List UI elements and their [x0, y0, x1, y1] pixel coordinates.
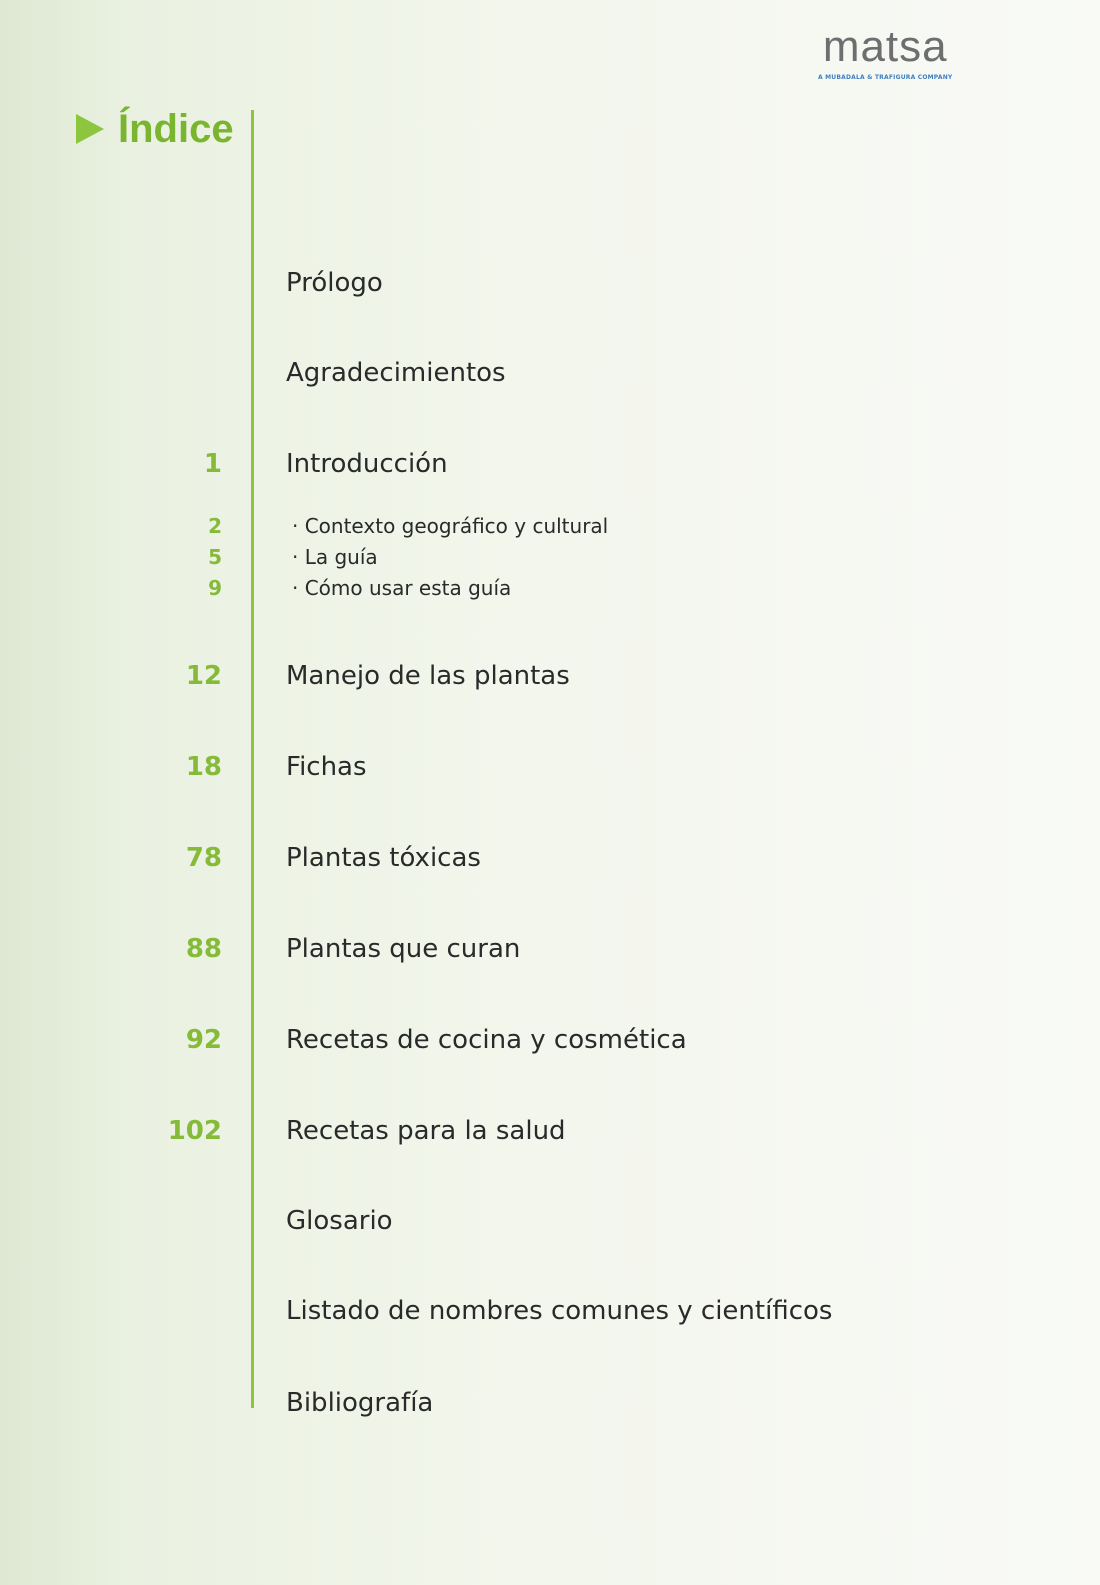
toc-entry[interactable]: [0, 931, 1000, 967]
toc-entry[interactable]: [0, 355, 1000, 391]
entry-label: · La guía: [292, 545, 378, 569]
triangle-bullet-icon: [76, 114, 104, 144]
entry-label: Recetas para la salud: [286, 1116, 566, 1146]
entry-label: Agradecimientos: [286, 358, 506, 388]
entry-label: Fichas: [286, 752, 367, 782]
entry-label: · Cómo usar esta guía: [292, 576, 512, 600]
toc-entry[interactable]: [0, 1203, 1000, 1239]
page-number: 5: [208, 545, 222, 569]
entry-label: Prólogo: [286, 268, 383, 298]
entry-label: Bibliografía: [286, 1388, 434, 1418]
toc-entry[interactable]: [0, 265, 1000, 301]
entry-label: Manejo de las plantas: [286, 661, 570, 691]
matsa-logo: [818, 22, 952, 82]
toc-entry[interactable]: [0, 1293, 1000, 1329]
toc-entry[interactable]: [0, 1022, 1000, 1058]
entry-label: Recetas de cocina y cosmética: [286, 1025, 687, 1055]
toc-entry[interactable]: [0, 749, 1000, 785]
logo-wordmark: matsa: [822, 22, 948, 71]
entry-label: Listado de nombres comunes y científicos: [286, 1296, 833, 1326]
title-text: Índice: [118, 107, 234, 151]
logo-tagline: A MUBADALA & TRAFIGURA COMPANY: [818, 74, 953, 81]
page-number: 2: [208, 514, 222, 538]
toc-entry[interactable]: [0, 1113, 1000, 1149]
entry-label: Introducción: [286, 449, 448, 479]
toc-entry[interactable]: [0, 513, 1000, 539]
page-number: 12: [185, 661, 222, 691]
toc-entry[interactable]: [0, 544, 1000, 570]
toc-entry[interactable]: [0, 446, 1000, 482]
page-number: 9: [208, 576, 222, 600]
page-number: 1: [203, 449, 222, 479]
page-number: 102: [167, 1116, 222, 1146]
page-number: 88: [185, 934, 222, 964]
toc-entry[interactable]: [0, 575, 1000, 601]
toc-entry[interactable]: [0, 658, 1000, 694]
page-title: [76, 104, 234, 154]
toc-entry[interactable]: [0, 1385, 1000, 1421]
page-number: 78: [185, 843, 222, 873]
entry-label: Plantas tóxicas: [286, 843, 481, 873]
entry-label: Plantas que curan: [286, 934, 521, 964]
page-number: 18: [185, 752, 222, 782]
entry-label: Glosario: [286, 1206, 393, 1236]
entry-label: · Contexto geográfico y cultural: [292, 514, 609, 538]
page-number: 92: [185, 1025, 222, 1055]
toc-entry[interactable]: [0, 840, 1000, 876]
